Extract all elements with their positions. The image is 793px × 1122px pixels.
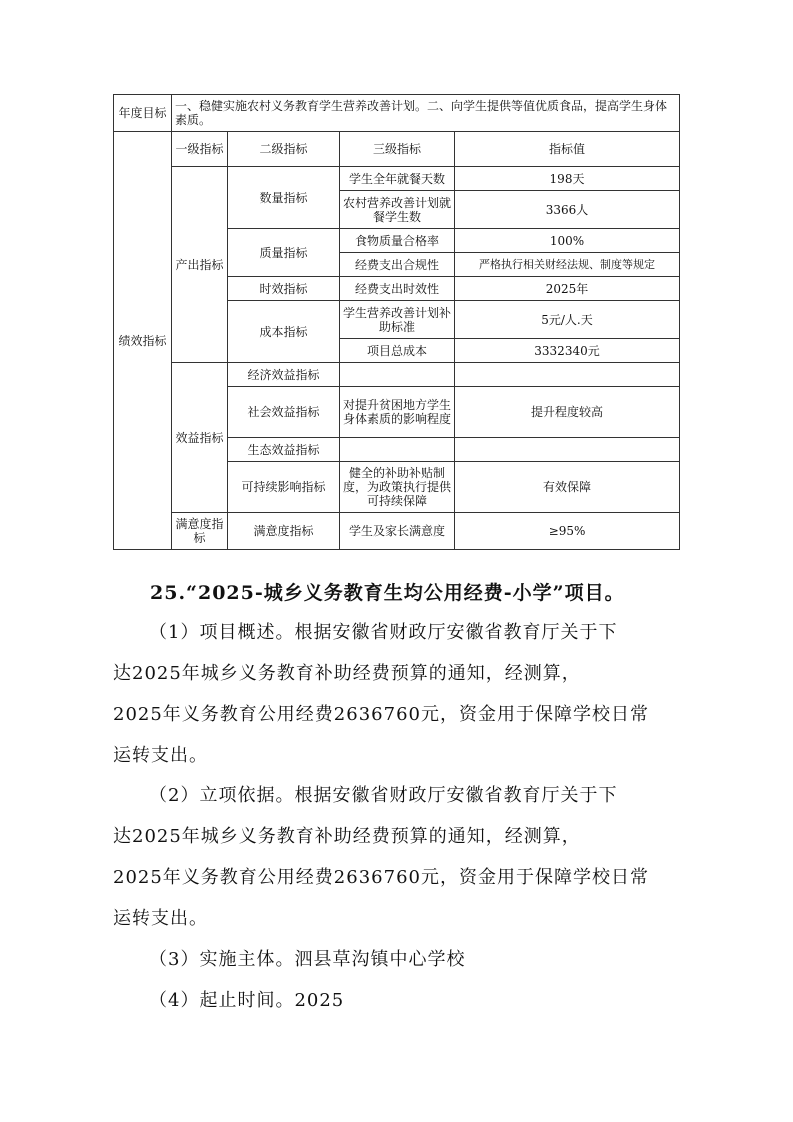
p3-line: （3）实施主体。泗县草沟镇中心学校 xyxy=(149,949,466,970)
goal-text: 一、稳健实施农村义务教育学生营养改善计划。二、向学生提供等值优质食品，提高学生身体素质。 xyxy=(172,95,680,132)
p2-line1: （2）立项依据。根据安徽省财政厅安徽省教育厅关于下 xyxy=(149,785,618,806)
paragraph-2 xyxy=(113,775,683,939)
timeliness-val: 2025年 xyxy=(455,277,680,301)
p2-line4: 运转支出。 xyxy=(113,908,208,929)
p1-line2: 达2025年城乡义务教育补助经费预算的通知，经测算， xyxy=(113,663,581,684)
paragraph-3 xyxy=(113,939,683,980)
quality-a-val: 100% xyxy=(455,229,680,253)
quality-b-l3: 经费支出合规性 xyxy=(340,253,455,277)
paragraph-1 xyxy=(113,612,683,776)
sustainable-val: 有效保障 xyxy=(455,462,680,513)
satisfaction-label: 满意度指标 xyxy=(172,513,228,550)
quantity-a-l3: 学生全年就餐天数 xyxy=(340,167,455,191)
ecological-val xyxy=(455,438,680,462)
benefit-label: 效益指标 xyxy=(172,363,228,513)
satisfaction-val: ≥95% xyxy=(455,513,680,550)
economic-val xyxy=(455,363,680,387)
cost-b-val: 3332340元 xyxy=(455,339,680,363)
quantity-l2: 数量指标 xyxy=(228,167,340,229)
economic-l2: 经济效益指标 xyxy=(228,363,340,387)
quantity-b-val: 3366人 xyxy=(455,191,680,229)
p2-line3: 2025年义务教育公用经费2636760元，资金用于保障学校日常 xyxy=(113,867,649,888)
header-value: 指标值 xyxy=(455,132,680,167)
header-level2: 二级指标 xyxy=(228,132,340,167)
performance-table xyxy=(113,94,680,550)
timeliness-l3: 经费支出时效性 xyxy=(340,277,455,301)
paragraph-4 xyxy=(113,980,683,1021)
sustainable-l2: 可持续影响指标 xyxy=(228,462,340,513)
quantity-a-val: 198天 xyxy=(455,167,680,191)
quality-a-l3: 食物质量合格率 xyxy=(340,229,455,253)
cost-b-l3: 项目总成本 xyxy=(340,339,455,363)
p1-line4: 运转支出。 xyxy=(113,745,208,766)
p1-line3: 2025年义务教育公用经费2636760元，资金用于保障学校日常 xyxy=(113,704,649,725)
social-l2: 社会效益指标 xyxy=(228,387,340,438)
p2-line2: 达2025年城乡义务教育补助经费预算的通知，经测算， xyxy=(113,826,581,847)
cost-a-val: 5元/人.天 xyxy=(455,301,680,339)
quality-b-val: 严格执行相关财经法规、制度等规定 xyxy=(455,253,680,277)
cost-l2: 成本指标 xyxy=(228,301,340,363)
quantity-b-l3: 农村营养改善计划就餐学生数 xyxy=(340,191,455,229)
p1-line1: （1）项目概述。根据安徽省财政厅安徽省教育厅关于下 xyxy=(149,622,618,643)
social-l3: 对提升贫困地方学生身体素质的影响程度 xyxy=(340,387,455,438)
economic-l3 xyxy=(340,363,455,387)
timeliness-l2: 时效指标 xyxy=(228,277,340,301)
section-heading: 25.“2025-城乡义务教育生均公用经费-小学”项目。 xyxy=(150,582,625,604)
social-val: 提升程度较高 xyxy=(455,387,680,438)
goal-label: 年度目标 xyxy=(114,95,172,132)
ecological-l2: 生态效益指标 xyxy=(228,438,340,462)
sustainable-l3: 健全的补助补贴制度，为政策执行提供可持续保障 xyxy=(340,462,455,513)
output-label: 产出指标 xyxy=(172,167,228,363)
quality-l2: 质量指标 xyxy=(228,229,340,277)
header-level3: 三级指标 xyxy=(340,132,455,167)
perf-label: 绩效指标 xyxy=(114,132,172,550)
satisfaction-l2: 满意度指标 xyxy=(228,513,340,550)
p4-line: （4）起止时间。2025 xyxy=(149,990,345,1011)
ecological-l3 xyxy=(340,438,455,462)
satisfaction-l3: 学生及家长满意度 xyxy=(340,513,455,550)
cost-a-l3: 学生营养改善计划补助标准 xyxy=(340,301,455,339)
header-level1: 一级指标 xyxy=(172,132,228,167)
